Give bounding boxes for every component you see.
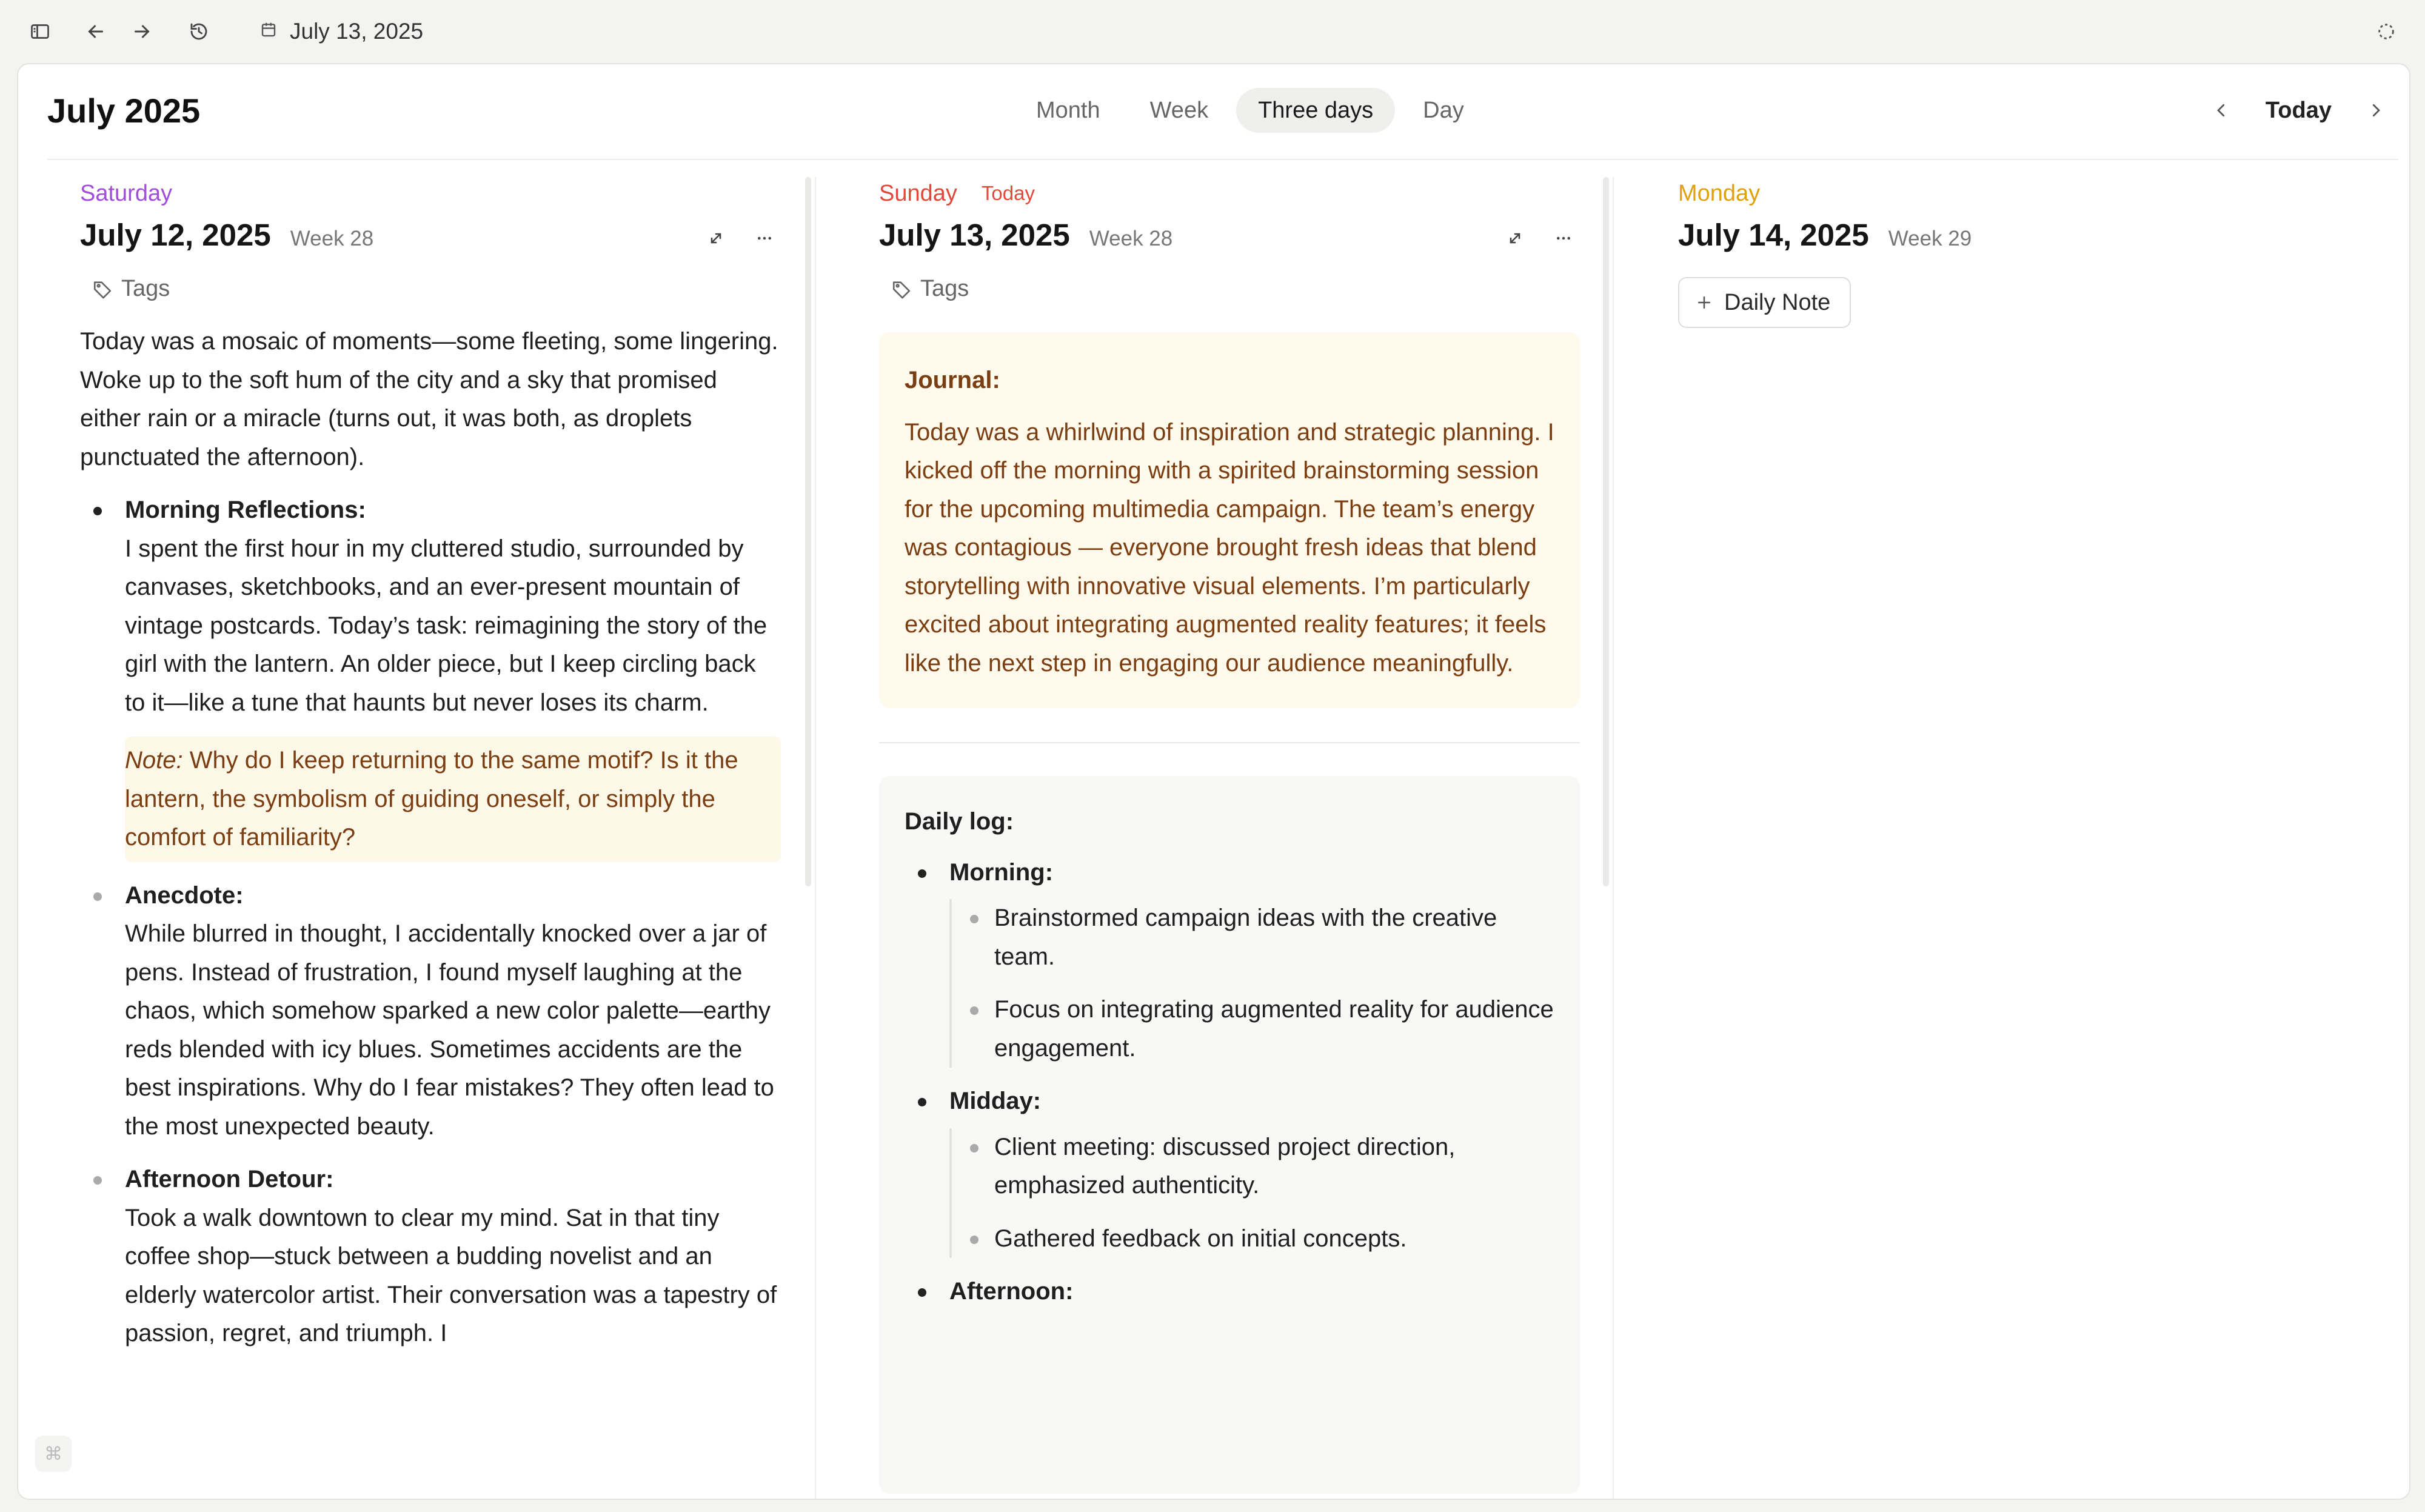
note-content[interactable] [80,323,781,1353]
top-bar [0,0,2425,62]
log-list [905,854,1554,1311]
tab-week[interactable]: Week [1149,97,1209,123]
calendar-header [47,64,2398,160]
add-daily-note-button[interactable] [1678,277,1851,328]
day-name: Monday [1678,181,1761,206]
list-item [905,1273,1554,1311]
intro-paragraph: Today was a mosaic of moments—some fleeting, some lingering. Woke up to the soft hum of the city and a sky that promised either rain or a miracle (turns out, it was both, as droplets punctuated the afternoon). [80,328,778,470]
current-date-label: July 13, 2025 [290,19,424,44]
daily-note-label: Daily Note [1724,289,1831,315]
day-header [80,217,781,253]
day-date: July 14, 2025 [1678,218,1869,252]
week-number: Week 28 [290,227,374,250]
page-title: July 2025 [47,92,201,130]
back-arrow-icon[interactable] [80,16,112,47]
sidebar-toggle-icon[interactable] [24,16,56,47]
journal-text: Today was a whirlwind of inspiration and strategic planning. I kicked off the morning with a spirited brainstorming session for the upcoming multimedia campaign. The team’s energy was contagious — everyone brought fresh ideas that blend storytelling with innovative visual elements. I’m particularly excited about integrating augmented reality features; it feels like the next step in engaging our audience meaningfully. [905,418,1554,677]
list-item [905,1082,1554,1258]
tags-button[interactable] [92,276,781,302]
tag-icon [92,279,113,299]
column-divider [1613,177,1614,1499]
journal-title: Journal: [905,367,1000,393]
sub-list-item: Gathered feedback on initial concepts. [952,1220,1554,1259]
column-scrollbar[interactable] [805,177,811,886]
sub-list [949,899,1554,1068]
list-item-title: Afternoon Detour: [125,1166,334,1193]
daily-log-callout [879,776,1580,1494]
today-button[interactable]: Today [2265,97,2332,123]
day-header [879,217,1580,253]
day-column-monday [1678,177,2345,1499]
sub-list-item: Brainstormed campaign ideas with the creative team. [952,899,1554,976]
expand-icon[interactable] [1499,222,1531,255]
day-header [1678,217,2345,253]
note-text: Why do I keep returning to the same motif? Is it the lantern, the symbolism of guiding oneself, or simply the comfort of familiarity? [125,747,738,851]
week-number: Week 28 [1089,227,1173,250]
note-content[interactable] [879,332,1580,1494]
sub-list-item: Client meeting: discussed project direction, emphasized authenticity. [952,1128,1554,1205]
day-name-row [879,177,1580,210]
list-item-text: I spent the first hour in my cluttered studio, surrounded by canvases, sketchbooks, and an ever-present mountain of vintage postcards. Today’s task: reimagining the story of the girl with the lantern. An older piece, but I keep circling back to it—like a tune that haunts but never loses its charm. [125,535,768,716]
chevron-left-icon [2212,101,2230,119]
day-actions [1499,222,1580,255]
command-shortcut-hint[interactable]: ⌘ [35,1436,72,1472]
more-options-icon[interactable] [748,222,781,255]
day-name: Saturday [80,181,173,206]
list-item-title: Morning Reflections: [125,497,366,523]
list-item-title: Afternoon: [949,1278,1074,1305]
list-item [80,877,781,1146]
week-number: Week 29 [1888,227,1972,250]
sub-list-item: Focus on integrating augmented reality for audience engagement. [952,991,1554,1068]
today-badge: Today [981,182,1035,204]
column-divider [815,177,816,1499]
tags-button[interactable] [891,276,1580,302]
list-item-title: Anecdote: [125,881,244,909]
view-switcher [1014,88,1486,133]
calendar-window [17,63,2410,1500]
highlighted-note [125,737,781,862]
next-button[interactable] [2353,88,2398,133]
tag-icon [891,279,912,299]
day-date: July 13, 2025 [879,218,1070,252]
journal-callout [879,332,1580,708]
day-date: July 12, 2025 [80,218,271,252]
more-options-icon[interactable] [1547,222,1580,255]
sync-status-icon[interactable] [2370,16,2402,47]
tags-label: Tags [920,276,969,301]
list-item-text: While blurred in thought, I accidentally knocked over a jar of pens. Instead of frustration, I found myself laughing at the chaos, which somehow sparked a new color palette—earthy reds blended with icy blues. Sometimes accidents are the best inspirations. Why do I fear mistakes? They often lead to the most unexpected beauty. [125,920,774,1140]
tab-day[interactable]: Day [1423,97,1464,123]
list-item-title: Morning: [949,858,1054,886]
previous-button[interactable] [2199,88,2244,133]
list-item-title: Midday: [949,1088,1042,1114]
note-label: Note: [125,747,183,774]
log-title: Daily log: [905,808,1014,835]
calendar-icon [259,19,278,44]
expand-icon[interactable] [700,222,732,255]
list-item-text: Took a walk downtown to clear my mind. Sat in that tiny coffee shop—stuck between a budding novelist and an elderly watercolor artist. Their conversation was a tapestry of passion, regret, and triumph. I [125,1204,777,1346]
column-scrollbar[interactable] [1603,177,1609,886]
day-column-saturday [80,177,781,1499]
day-name: Sunday [879,181,957,206]
list-item [80,491,781,862]
sub-list [949,1128,1554,1259]
date-navigation [2199,88,2398,133]
chevron-right-icon [2367,101,2385,119]
day-column-sunday [879,177,1580,1499]
list-item [80,1160,781,1353]
entry-list [80,491,781,1353]
current-date[interactable] [259,16,423,47]
list-item [905,854,1554,1068]
plus-icon [1695,293,1713,312]
forward-arrow-icon[interactable] [126,16,158,47]
tags-label: Tags [121,276,170,301]
divider [879,742,1580,743]
tab-month[interactable]: Month [1036,97,1100,123]
history-icon[interactable] [183,16,215,47]
day-actions [700,222,781,255]
tab-three-days[interactable]: Three days [1236,88,1395,133]
